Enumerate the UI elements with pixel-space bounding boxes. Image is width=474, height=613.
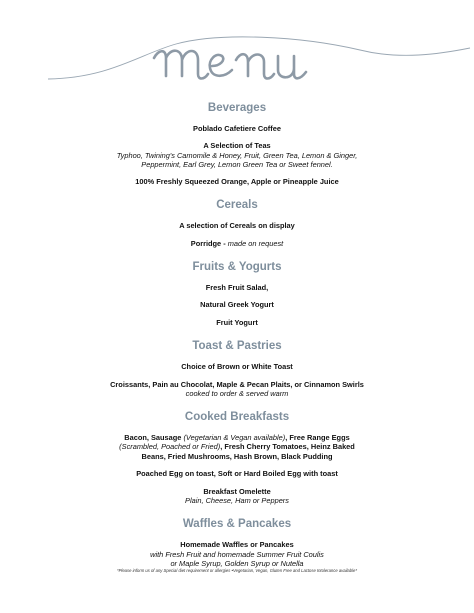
item-name: Bacon, Sausage — [124, 433, 184, 443]
section-title: Cooked Breakfasts — [184, 411, 290, 424]
item-description: made on request — [227, 238, 284, 248]
section-title: Fruits & Yogurts — [192, 261, 282, 274]
menu-item — [0, 469, 474, 478]
menu-item — [0, 221, 474, 230]
menu-item — [0, 540, 474, 567]
item-name: Natural Greek Yogurt — [200, 300, 274, 310]
section-title: Cereals — [216, 199, 258, 212]
item-name: Croissants, Pain au Chocolat, Maple & Pecan Plaits, or Cinnamon Swirls — [110, 379, 364, 389]
dietary-footnote: *Please inform us of any Special diet requirement or allergies •Vegetarian, Vegan, Gluten Free and Lactose Intolerance available* — [117, 568, 357, 573]
item-name: A Selection of Teas — [203, 141, 271, 151]
item-description: cooked to order & served warm — [185, 389, 289, 399]
item-name: , Fresh Cherry Tomatoes, Heinz Baked Beans, Fried Mushrooms, Hash Brown, Black Pudding — [141, 442, 355, 461]
menu-item — [0, 124, 474, 133]
item-name: Poached Egg on toast, Soft or Hard Boiled Egg with toast — [136, 469, 338, 479]
item-description: Typhoo, Twining's Camomile & Honey, Fruit, Green Tea, Lemon & Ginger, Peppermint, Earl Grey, Lemon Green Tea or Sweet fennel. — [116, 150, 358, 169]
item-description: or Maple Syrup, Golden Syrup or Nutella — [170, 558, 304, 568]
item-description: Plain, Cheese, Ham or Peppers — [185, 496, 289, 506]
menu-item — [0, 487, 474, 505]
section-fruits — [0, 260, 474, 327]
section-cooked — [0, 410, 474, 505]
item-name: Porridge — [190, 238, 222, 248]
menu-item — [111, 433, 363, 461]
section-waffles — [0, 517, 474, 567]
section-title: Toast & Pastries — [192, 340, 282, 353]
menu-script-letters — [154, 51, 306, 79]
item-separator: - — [221, 238, 228, 248]
item-name: A selection of Cereals on display — [179, 221, 295, 231]
menu-script-heading — [0, 14, 474, 92]
section-beverages — [0, 101, 474, 186]
menu-item — [0, 239, 474, 248]
menu-content — [0, 101, 474, 580]
item-name: Choice of Brown or White Toast — [181, 362, 293, 372]
item-note: (Scrambled, Poached or Fried) — [119, 442, 221, 452]
menu-item — [0, 362, 474, 371]
section-toast — [0, 339, 474, 398]
item-name: 100% Freshly Squeezed Orange, Apple or Pineapple Juice — [135, 176, 339, 186]
item-note: (Vegetarian & Vegan available) — [183, 433, 286, 443]
item-name: Homemade Waffles or Pancakes — [180, 540, 294, 550]
menu-item — [0, 318, 474, 327]
menu-item — [0, 141, 474, 168]
section-cereals — [0, 198, 474, 248]
menu-item — [0, 177, 474, 186]
item-description: with Fresh Fruit and homemade Summer Fruit Coulis — [150, 549, 324, 559]
item-name: Fruit Yogurt — [216, 317, 258, 327]
flourish-line — [48, 37, 470, 79]
menu-item — [0, 283, 474, 292]
section-title: Waffles & Pancakes — [182, 518, 292, 531]
menu-item — [0, 300, 474, 309]
item-name: Fresh Fruit Salad, — [205, 283, 269, 293]
menu-item — [0, 380, 474, 398]
item-name: Poblado Cafetiere Coffee — [193, 124, 281, 133]
section-title: Beverages — [207, 102, 267, 114]
item-name: Breakfast Omelette — [203, 486, 271, 496]
item-name: , Free Range Eggs — [285, 433, 350, 443]
